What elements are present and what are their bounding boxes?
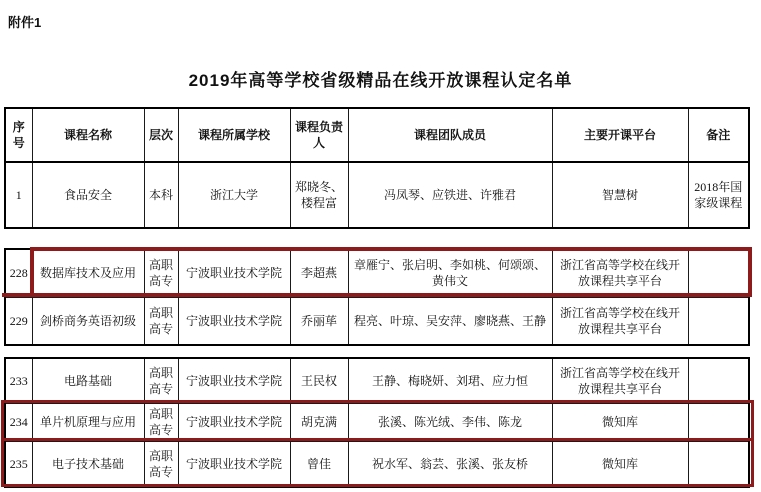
cell-level-row-229: 高职高专 — [144, 297, 178, 345]
cell-course-row-228: 数据库技术及应用 — [32, 249, 144, 297]
cell-team-row-235: 祝水军、翁芸、张溪、张友桥 — [348, 441, 552, 487]
cell-team-row-233: 王静、梅晓妍、刘珺、应力恒 — [348, 358, 552, 403]
table-row-233 — [5, 358, 749, 403]
cell-leader-row-228: 李超燕 — [290, 249, 348, 297]
cell-platform-row-1: 智慧树 — [552, 162, 688, 228]
cell-no-row-229: 229 — [5, 297, 32, 345]
table-row-1 — [5, 162, 749, 228]
cell-school-row-229: 宁波职业技术学院 — [178, 297, 290, 345]
cell-course-row-235: 电子技术基础 — [32, 441, 144, 487]
cell-note-row-1: 2018年国家级课程 — [688, 162, 749, 228]
cell-course-row-229: 剑桥商务英语初级 — [32, 297, 144, 345]
cell-note-row-229 — [688, 297, 749, 345]
cell-leader-row-229: 乔丽荜 — [290, 297, 348, 345]
cell-platform-row-228: 浙江省高等学校在线开放课程共享平台 — [552, 249, 688, 297]
cell-school-row-233: 宁波职业技术学院 — [178, 358, 290, 403]
cell-leader-row-1: 郑晓冬、楼程富 — [290, 162, 348, 228]
cell-no-row-228: 228 — [5, 249, 32, 297]
cell-level-row-1: 本科 — [144, 162, 178, 228]
cell-no-row-1: 1 — [5, 162, 32, 228]
highlight-box-row-234 — [1, 400, 754, 441]
cell-no-row-234: 234 — [5, 403, 32, 441]
column-header-level: 层次 — [144, 108, 178, 162]
cell-platform-row-235: 微知库 — [552, 441, 688, 487]
cell-team-row-1: 冯凤琴、应铁进、许雅君 — [348, 162, 552, 228]
cell-course-row-1: 食品安全 — [32, 162, 144, 228]
highlight-box-row-235 — [1, 438, 754, 487]
cell-team-row-229: 程亮、叶琼、吴安萍、廖晓燕、王静 — [348, 297, 552, 345]
cell-leader-row-233: 王民权 — [290, 358, 348, 403]
cell-team-row-234: 张溪、陈光绒、李伟、陈龙 — [348, 403, 552, 441]
column-header-school: 课程所属学校 — [178, 108, 290, 162]
cell-no-row-235: 235 — [5, 441, 32, 487]
highlight-box-row-228 — [30, 247, 752, 297]
cell-leader-row-235: 曾佳 — [290, 441, 348, 487]
cell-note-row-233 — [688, 358, 749, 403]
cell-platform-row-233: 浙江省高等学校在线开放课程共享平台 — [552, 358, 688, 403]
cell-course-row-234: 单片机原理与应用 — [32, 403, 144, 441]
cell-school-row-234: 宁波职业技术学院 — [178, 403, 290, 441]
column-header-course: 课程名称 — [32, 108, 144, 162]
cell-level-row-228: 高职高专 — [144, 249, 178, 297]
cell-level-row-233: 高职高专 — [144, 358, 178, 403]
cell-platform-row-229: 浙江省高等学校在线开放课程共享平台 — [552, 297, 688, 345]
cell-level-row-234: 高职高专 — [144, 403, 178, 441]
cell-school-row-228: 宁波职业技术学院 — [178, 249, 290, 297]
column-header-note: 备注 — [688, 108, 749, 162]
column-header-platform: 主要开课平台 — [552, 108, 688, 162]
cell-course-row-233: 电路基础 — [32, 358, 144, 403]
column-header-team: 课程团队成员 — [348, 108, 552, 162]
cell-school-row-235: 宁波职业技术学院 — [178, 441, 290, 487]
column-header-no: 序号 — [5, 108, 32, 162]
cell-school-row-1: 浙江大学 — [178, 162, 290, 228]
cell-platform-row-234: 微知库 — [552, 403, 688, 441]
header-row — [5, 108, 749, 162]
cell-no-row-233: 233 — [5, 358, 32, 403]
attachment-label: 附件1 — [8, 15, 42, 30]
course-table-section-1 — [4, 107, 750, 229]
highlight-box-row-228-tail — [2, 293, 32, 297]
page-title: 2019年高等学校省级精品在线开放课程认定名单 — [188, 71, 573, 90]
cell-level-row-235: 高职高专 — [144, 441, 178, 487]
table-row-229 — [5, 297, 749, 345]
column-header-leader: 课程负责人 — [290, 108, 348, 162]
cell-leader-row-234: 胡克满 — [290, 403, 348, 441]
cell-team-row-228: 章雁宁、张启明、李如桃、何颂颂、黄伟文 — [348, 249, 552, 297]
